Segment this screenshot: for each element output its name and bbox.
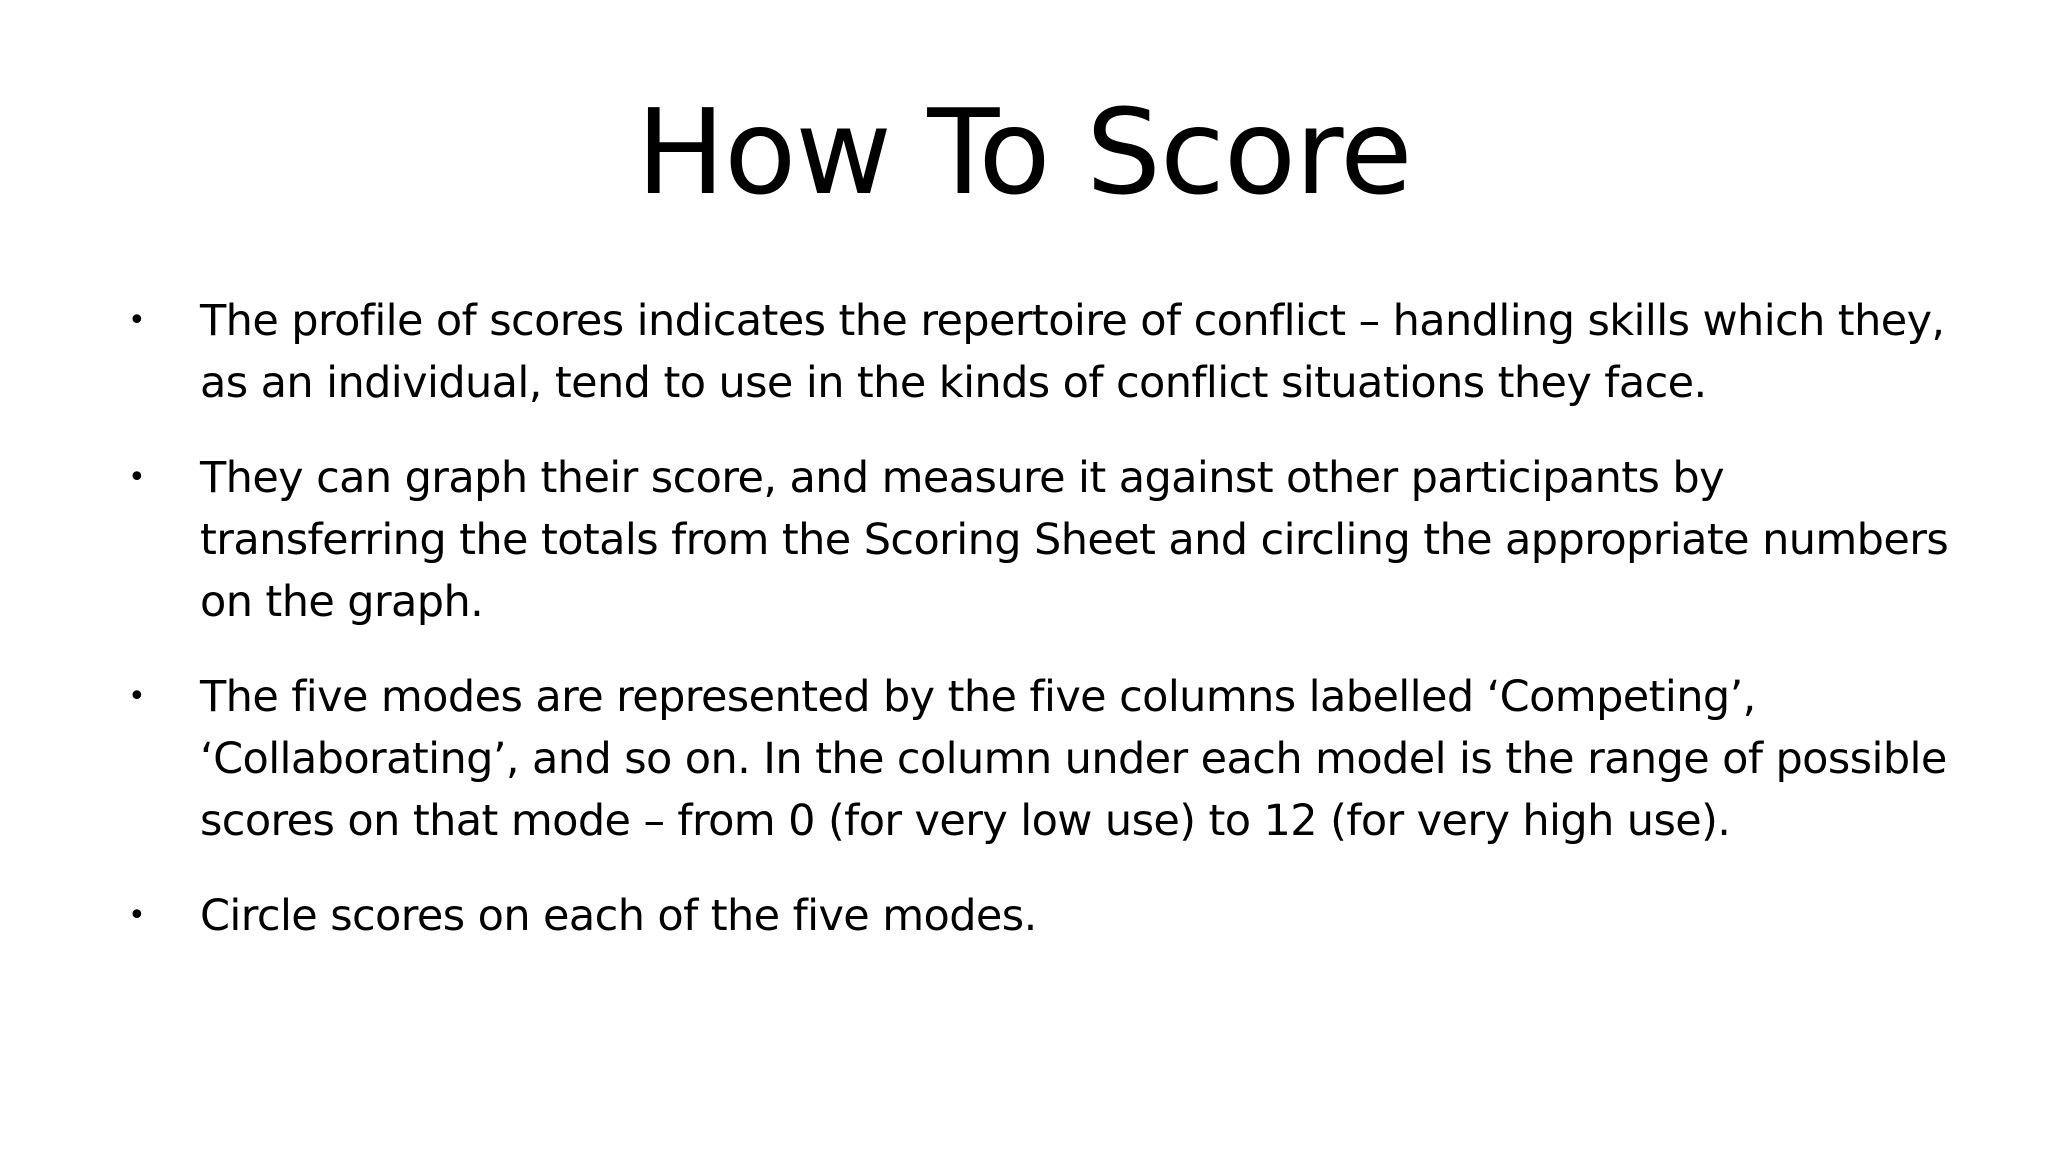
bullet-item: [122, 666, 1952, 852]
bullet-item: [122, 447, 1952, 633]
bullet-text: Circle scores on each of the five modes.: [200, 891, 1037, 941]
bullet-dot-icon: •: [128, 303, 146, 338]
bullet-text: The five modes are represented by the five columns labelled ‘Competing’, ‘Collaborating’, and so on. In the column under each model is the range of possible scores on that mode – from 0 (for very low use) to 12 (for very high use).: [200, 672, 1947, 846]
bullet-text: They can graph their score, and measure it against other participants by transferring the totals from the Scoring Sheet and circling the appropriate numbers on the graph.: [200, 453, 1949, 627]
bullet-item: [122, 885, 1952, 947]
bullet-list: [122, 290, 1952, 980]
bullet-dot-icon: •: [128, 679, 146, 714]
slide-title: How To Score: [636, 83, 1412, 221]
bullet-dot-icon: •: [128, 898, 146, 933]
bullet-item: [122, 290, 1952, 414]
bullet-text: The profile of scores indicates the repertoire of conflict – handling skills which they, as an individual, tend to use in the kinds of conflict situations they face.: [200, 296, 1945, 408]
bullet-dot-icon: •: [128, 460, 146, 495]
